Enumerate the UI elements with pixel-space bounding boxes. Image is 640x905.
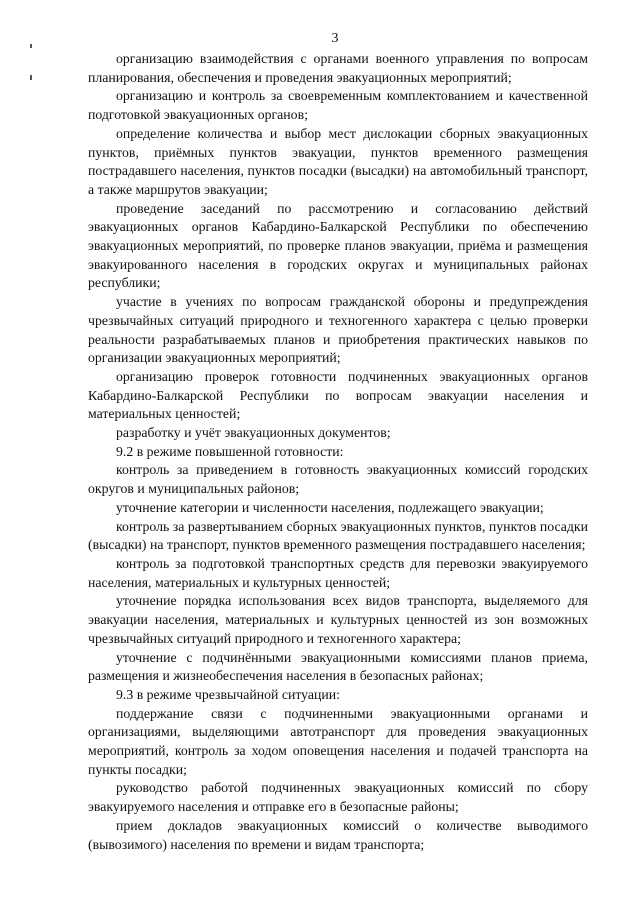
- paragraph: прием докладов эвакуационных комиссий о количестве выводимого (вывозимого) населения по времени и видам транспорта;: [88, 817, 588, 852]
- paragraph: уточнение порядка использования всех видов транспорта, выделяемого для эвакуации населения, материальных и культурных ценностей из зон возможных чрезвычайных ситуаций природного и техногенного характера;: [88, 593, 588, 646]
- section-heading: 9.2 в режиме повышенной готовности:: [116, 443, 344, 459]
- document-body: [88, 50, 588, 854]
- paragraph: поддержание связи с подчиненными эвакуационными органами и организациями, выделяющими автотранспорт для проведения эвакуационных мероприятий, контроль за ходом оповещения населения и подачей транспорта на пункты посадки;: [88, 705, 588, 777]
- paragraph: организацию и контроль за своевременным комплектованием и качественной подготовкой эвакуационных органов;: [88, 88, 588, 123]
- paragraph: организацию проверок готовности подчиненных эвакуационных органов Кабардино-Балкарской Республики по вопросам эвакуации населения и материальных ценностей;: [88, 368, 588, 422]
- scan-mark: [30, 75, 32, 80]
- paragraph: проведение заседаний по рассмотрению и согласованию действий эвакуационных органов Кабардино-Балкарской Республики по обеспечению эвакуационных мероприятий, по проверке планов эвакуации, приёма и размещения эвакуированного населения в городских округах и муниципальных районах республики;: [88, 200, 588, 291]
- paragraph: контроль за подготовкой транспортных средств для перевозки эвакуируемого населения, материальных и культурных ценностей;: [88, 555, 588, 590]
- paragraph: организацию взаимодействия с органами военного управления по вопросам планирования, обеспечения и проведения эвакуационных мероприятий;: [88, 51, 588, 85]
- paragraph: разработку и учёт эвакуационных документов;: [116, 425, 391, 441]
- paragraph: уточнение категории и численности населения, подлежащего эвакуации;: [116, 499, 544, 515]
- paragraph: определение количества и выбор мест дислокации сборных эвакуационных пунктов, приёмных пунктов эвакуации, пунктов временного размещения пострадавшего населения, пунктов посадки (высадки) на автомобильный транспорт, а также маршрутов эвакуации;: [88, 125, 588, 197]
- paragraph: уточнение с подчинёнными эвакуационными комиссиями планов приема, размещения и жизнеобеспечения населения в безопасных районах;: [88, 649, 588, 684]
- page-number: 3: [331, 31, 339, 46]
- paragraph: участие в учениях по вопросам гражданской обороны и предупреждения чрезвычайных ситуаций природного и техногенного характера с целью проверки реальности разрабатываемых планов и приобретения практических навыков по организации эвакуационных мероприятий;: [88, 294, 588, 366]
- section-heading: 9.3 в режиме чрезвычайной ситуации:: [116, 686, 341, 702]
- paragraph: контроль за развертыванием сборных эвакуационных пунктов, пунктов посадки (высадки) на транспорт, пунктов временного размещения пострадавшего населения;: [88, 518, 588, 553]
- paragraph: контроль за приведением в готовность эвакуационных комиссий городских округов и муниципальных районов;: [88, 462, 588, 497]
- paragraph: руководство работой подчиненных эвакуационных комиссий по сбору эвакуируемого населения и отправке его в безопасные районы;: [88, 780, 588, 815]
